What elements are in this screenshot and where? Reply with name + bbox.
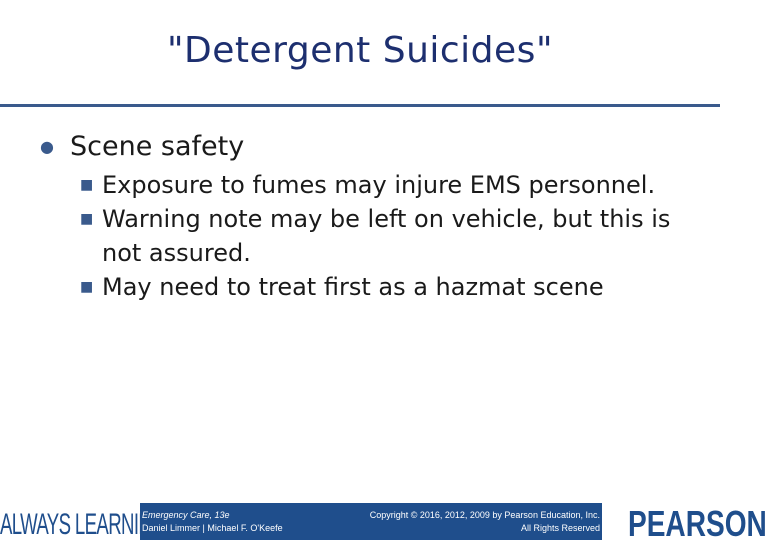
sub-bullet (36, 202, 696, 270)
bullet-level-1 (36, 130, 696, 164)
slide-body (36, 130, 696, 304)
bullet-square-icon: ■ (80, 177, 94, 193)
title-divider (0, 104, 720, 107)
bullet-dot-icon: ● (40, 137, 54, 156)
sub-bullet-text: Exposure to fumes may injure EMS personnel. (102, 171, 656, 199)
copyright-notice (370, 509, 600, 535)
book-info (142, 509, 283, 535)
bullet-square-icon: ■ (80, 279, 94, 295)
footer-bar (0, 503, 767, 544)
copyright-line: Copyright © 2016, 2012, 2009 by Pearson Education, Inc. (369, 510, 600, 520)
sub-bullet-text: May need to treat first as a hazmat scene (102, 273, 604, 301)
book-authors: Daniel Limmer | Michael F. O'Keefe (142, 523, 283, 533)
bullet-text: Scene safety (70, 131, 245, 162)
sub-bullet (36, 168, 696, 202)
sub-bullet (36, 270, 696, 304)
rights-line: All Rights Reserved (520, 523, 600, 533)
book-title: Emergency Care, 13e (142, 510, 230, 520)
slide-title: "Detergent Suicides" (166, 30, 553, 71)
sub-bullet-text: Warning note may be left on vehicle, but this is not assured. (102, 205, 671, 267)
sub-bullet-list (36, 168, 696, 304)
always-learning-logo: ALWAYS LEARNING (0, 508, 166, 541)
pearson-logo: PEARSON (627, 503, 767, 544)
bullet-square-icon: ■ (80, 211, 94, 227)
